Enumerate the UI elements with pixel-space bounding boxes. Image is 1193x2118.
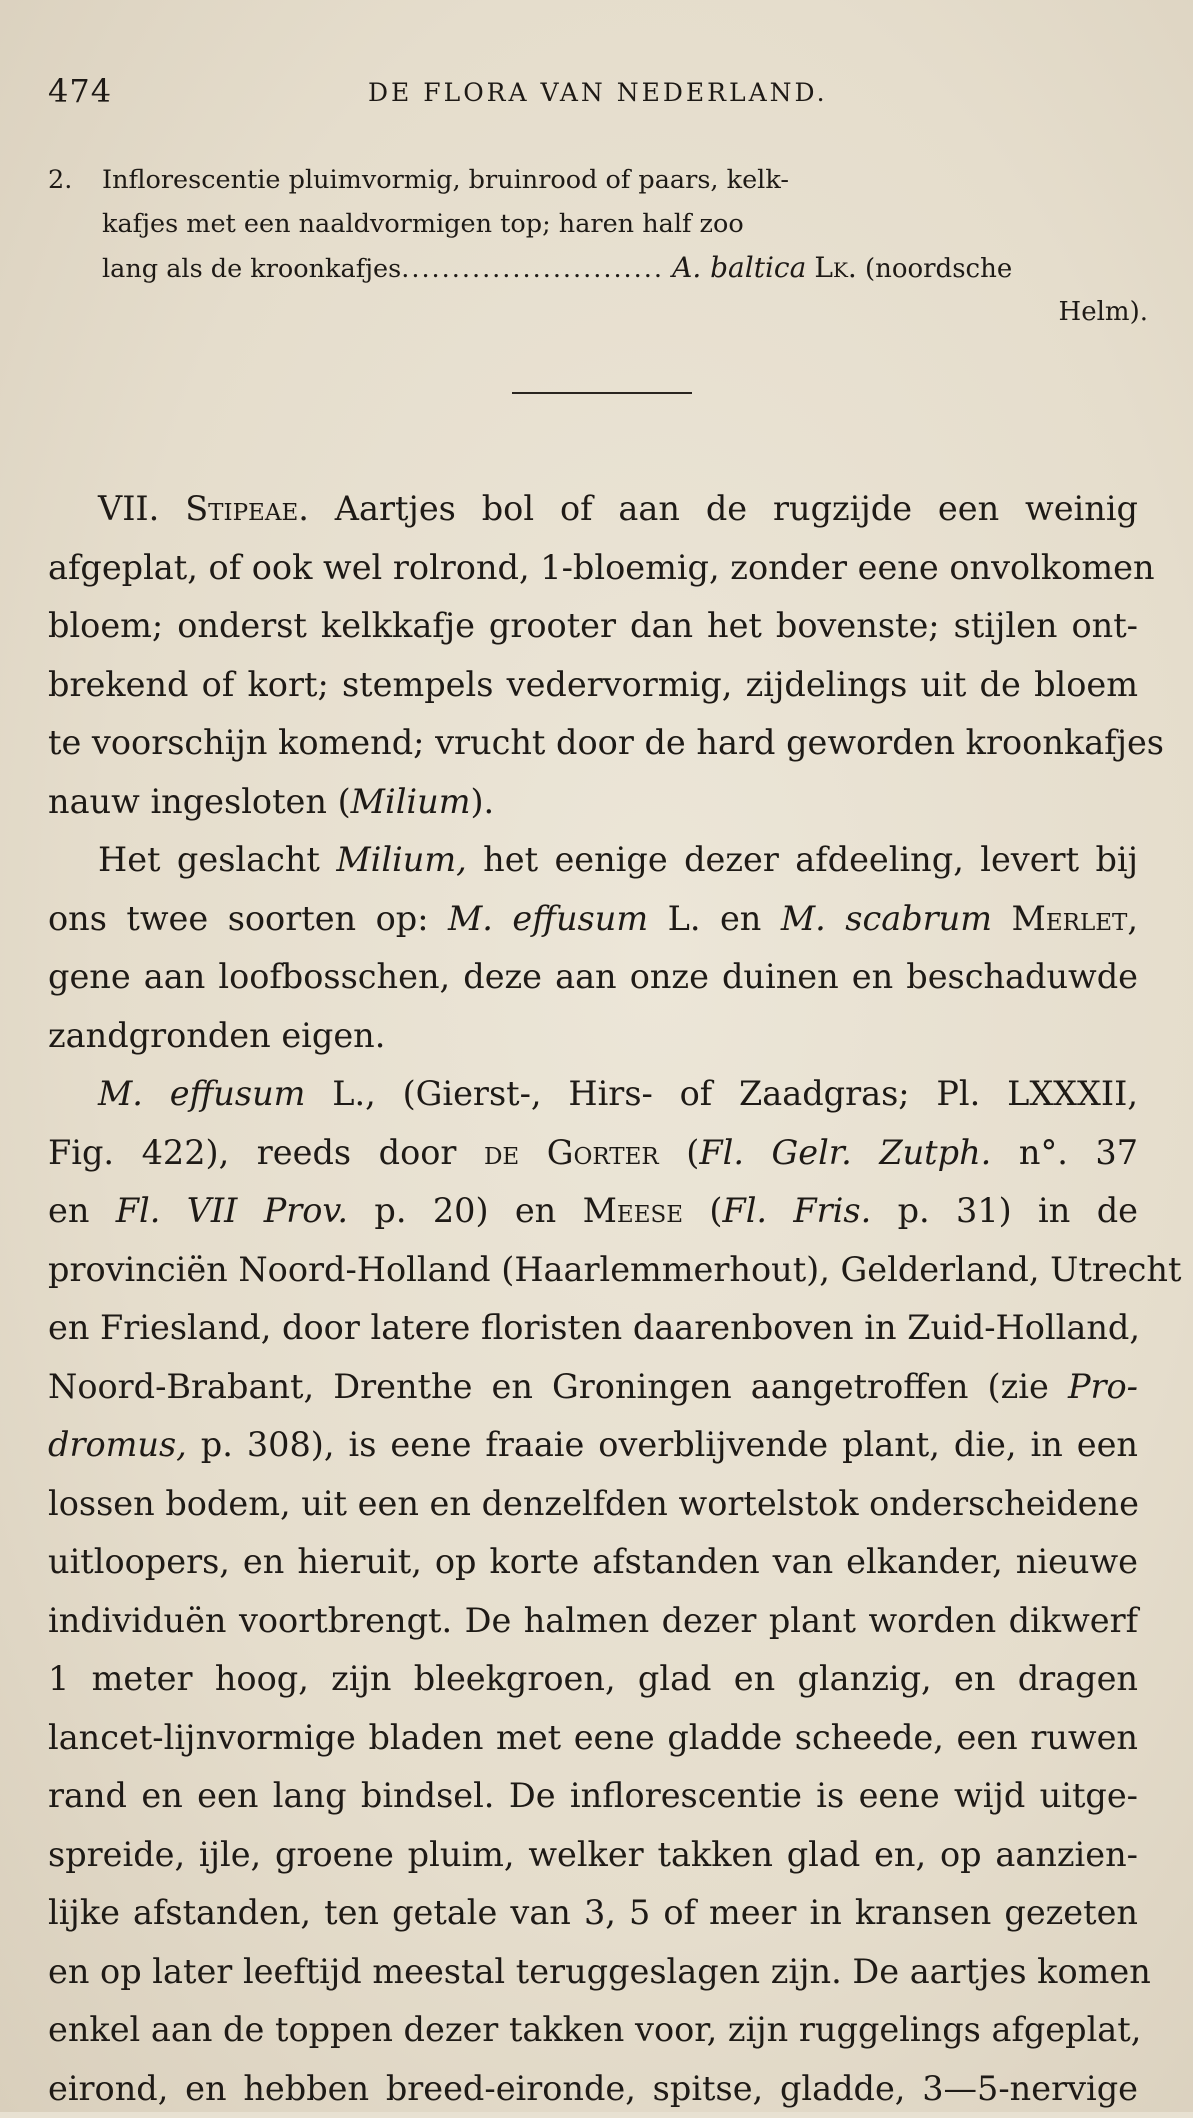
key-line [48,202,1148,246]
page-header [48,72,1138,122]
text-line: Het geslacht Milium, het eenige dezer afdeeling, levert bij [48,831,1138,890]
key-line [48,246,1148,290]
page-number: 474 [48,72,112,110]
key-line [48,158,1148,202]
text-line: Fig. 422), reeds door de Gorter (Fl. Gelr. Zutph. n°. 37 [48,1124,1138,1183]
text-line: uitloopers, en hieruit, op korte afstanden van elkander, nieuwe [48,1533,1138,1592]
text-line: nauw ingesloten (Milium). [48,773,1138,832]
text-line: VII. Stipeae. Aartjes bol of aan de rugzijde een weinig [48,480,1138,539]
key-text: kafjes met een naaldvormigen top; haren half zoo [102,209,744,239]
dot-leader: .......................... [401,254,664,284]
running-title: DE FLORA VAN NEDERLAND. [368,78,828,107]
text-line: afgeplat, of ook wel rolrond, 1-bloemig, zonder eene onvolkomen [48,539,1138,598]
section-divider [512,392,692,394]
key-text: Inflorescentie pluimvormig, bruinrood of paars, kelk- [102,165,789,195]
text-line: en op later leeftijd meestal teruggeslagen zijn. De aartjes komen [48,1943,1138,2002]
text-line: eirond, en hebben breed-eironde, spitse, gladde, 3—5-nervige [48,2060,1138,2118]
paragraph-effusum [48,1065,1138,2118]
text-line: provinciën Noord-Holland (Haarlemmerhout), Gelderland, Utrecht [48,1241,1138,1300]
text-line: lancet-lijnvormige bladen met eene gladde scheede, een ruwen [48,1709,1138,1768]
common-name-continued: Helm). [1059,290,1148,334]
section-stipeae [48,480,1138,831]
tribe-name: Stipeae. [185,489,309,528]
key-text: lang als de kroonkafjes [102,254,401,284]
key-line [48,290,1148,334]
text-line: enkel aan de toppen dezer takken voor, zijn ruggelings afgeplat, [48,2001,1138,2060]
common-name: (noordsche [865,254,1012,284]
text-line: lijke afstanden, ten getale van 3, 5 of meer in kransen gezeten [48,1884,1138,1943]
text-line: individuën voortbrengt. De halmen dezer plant worden dikwerf [48,1592,1138,1651]
text-line: M. effusum L., (Gierst-, Hirs- of Zaadgras; Pl. LXXXII, [48,1065,1138,1124]
text-line: te voorschijn komend; vrucht door de hard geworden kroonkafjes [48,714,1138,773]
text-line: gene aan loofbosschen, deze aan onze duinen en beschaduwde [48,948,1138,1007]
text-line: spreide, ijle, groene pluim, welker takken glad en, op aanzien- [48,1826,1138,1885]
text-line: 1 meter hoog, zijn bleekgroen, glad en glanzig, en dragen [48,1650,1138,1709]
key-number: 2. [48,158,102,202]
text-line: en Fl. VII Prov. p. 20) en Meese (Fl. Fris. p. 31) in de [48,1182,1138,1241]
text-line: rand en een lang bindsel. De inflorescentie is eene wijd uitge- [48,1767,1138,1826]
text-line: lossen bodem, uit een en denzelfden wortelstok onderscheidene [48,1475,1138,1534]
identification-key [48,158,1148,334]
species-name: A. baltica [672,251,806,284]
text-line: dromus, p. 308), is eene fraaie overblijvende plant, die, in een [48,1416,1138,1475]
text-line: bloem; onderst kelkkafje grooter dan het bovenste; stijlen ont- [48,597,1138,656]
text-line: zandgronden eigen. [48,1007,1138,1066]
text-line: en Friesland, door latere floristen daarenboven in Zuid-Holland, [48,1299,1138,1358]
paragraph-milium [48,831,1138,1065]
text-line: ons twee soorten op: M. effusum L. en M. scabrum Merlet, [48,890,1138,949]
text-line: Noord-Brabant, Drenthe en Groningen aangetroffen (zie Pro- [48,1358,1138,1417]
text-line: brekend of kort; stempels vedervormig, zijdelings uit de bloem [48,656,1138,715]
species-author: Lk. [814,251,856,284]
genus-name: Milium [351,782,471,821]
body-text [48,480,1138,2118]
